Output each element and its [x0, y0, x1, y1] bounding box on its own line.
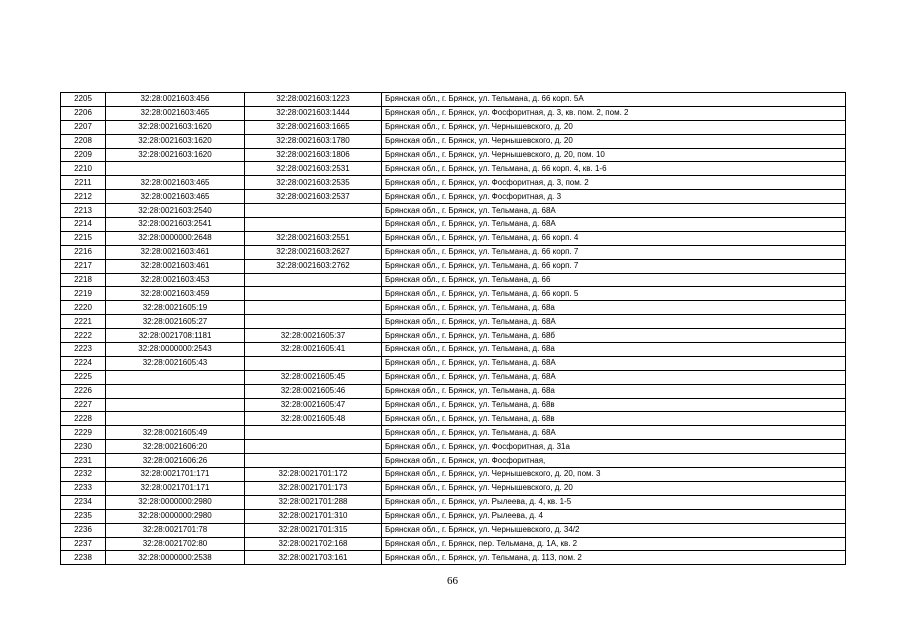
parcel-number-cell: 32:28:0021701:78 — [106, 523, 245, 537]
row-number-cell: 2211 — [61, 176, 106, 190]
object-number-cell: 32:28:0021605:41 — [245, 343, 382, 357]
row-number-cell: 2221 — [61, 315, 106, 329]
parcel-number-cell: 32:28:0021606:26 — [106, 454, 245, 468]
parcel-number-cell: 32:28:0021605:43 — [106, 356, 245, 370]
object-number-cell: 32:28:0021603:2535 — [245, 176, 382, 190]
table-row — [61, 259, 846, 273]
row-number-cell: 2212 — [61, 190, 106, 204]
object-number-cell: 32:28:0021603:2531 — [245, 162, 382, 176]
row-number-cell: 2233 — [61, 481, 106, 495]
address-cell: Брянская обл., г. Брянск, ул. Тельмана, д. 68б — [382, 329, 846, 343]
table-row — [61, 356, 846, 370]
parcel-number-cell — [106, 384, 245, 398]
parcel-number-cell: 32:28:0021603:459 — [106, 287, 245, 301]
row-number-cell: 2230 — [61, 440, 106, 454]
address-cell: Брянская обл., г. Брянск, ул. Тельмана, д. 66 корп. 5 — [382, 287, 846, 301]
row-number-cell: 2218 — [61, 273, 106, 287]
table-row — [61, 343, 846, 357]
object-number-cell: 32:28:0021605:37 — [245, 329, 382, 343]
row-number-cell: 2216 — [61, 245, 106, 259]
parcel-number-cell: 32:28:0021603:2540 — [106, 204, 245, 218]
address-cell: Брянская обл., г. Брянск, ул. Тельмана, д. 68а — [382, 384, 846, 398]
object-number-cell: 32:28:0021603:2762 — [245, 259, 382, 273]
table-row — [61, 440, 846, 454]
row-number-cell: 2210 — [61, 162, 106, 176]
row-number-cell: 2220 — [61, 301, 106, 315]
row-number-cell: 2208 — [61, 134, 106, 148]
table-row — [61, 231, 846, 245]
table-row — [61, 106, 846, 120]
object-number-cell — [245, 426, 382, 440]
table-row — [61, 273, 846, 287]
object-number-cell — [245, 440, 382, 454]
row-number-cell: 2226 — [61, 384, 106, 398]
address-cell: Брянская обл., г. Брянск, ул. Тельмана, д. 68а — [382, 343, 846, 357]
row-number-cell: 2229 — [61, 426, 106, 440]
table-row — [61, 301, 846, 315]
table-row — [61, 162, 846, 176]
parcel-number-cell: 32:28:0021605:19 — [106, 301, 245, 315]
table-row — [61, 523, 846, 537]
object-number-cell — [245, 218, 382, 232]
object-number-cell: 32:28:0021605:48 — [245, 412, 382, 426]
parcel-number-cell: 32:28:0021606:20 — [106, 440, 245, 454]
table-row — [61, 245, 846, 259]
parcel-number-cell: 32:28:0021603:461 — [106, 259, 245, 273]
row-number-cell: 2213 — [61, 204, 106, 218]
table-row — [61, 315, 846, 329]
object-number-cell — [245, 315, 382, 329]
address-cell: Брянская обл., г. Брянск, ул. Чернышевского, д. 20 — [382, 481, 846, 495]
table-row — [61, 551, 846, 565]
object-number-cell: 32:28:0021603:1780 — [245, 134, 382, 148]
parcel-number-cell: 32:28:0000000:2538 — [106, 551, 245, 565]
table-row — [61, 495, 846, 509]
object-number-cell: 32:28:0021701:173 — [245, 481, 382, 495]
row-number-cell: 2215 — [61, 231, 106, 245]
object-number-cell: 32:28:0021603:1223 — [245, 93, 382, 107]
table-row — [61, 190, 846, 204]
row-number-cell: 2205 — [61, 93, 106, 107]
parcel-number-cell — [106, 162, 245, 176]
address-cell: Брянская обл., г. Брянск, ул. Чернышевского, д. 20 — [382, 134, 846, 148]
address-cell: Брянская обл., г. Брянск, ул. Тельмана, д. 66 корп. 5А — [382, 93, 846, 107]
address-cell: Брянская обл., г. Брянск, ул. Тельмана, д. 113, пом. 2 — [382, 551, 846, 565]
row-number-cell: 2222 — [61, 329, 106, 343]
parcel-number-cell: 32:28:0021702:80 — [106, 537, 245, 551]
table-body — [61, 93, 846, 565]
object-number-cell: 32:28:0021701:288 — [245, 495, 382, 509]
parcel-number-cell: 32:28:0021603:456 — [106, 93, 245, 107]
parcel-number-cell: 32:28:0021605:27 — [106, 315, 245, 329]
parcel-number-cell: 32:28:0021603:465 — [106, 106, 245, 120]
table-row — [61, 134, 846, 148]
table-row — [61, 384, 846, 398]
address-cell: Брянская обл., г. Брянск, ул. Чернышевского, д. 20 — [382, 120, 846, 134]
parcel-number-cell: 32:28:0021701:171 — [106, 481, 245, 495]
table-row — [61, 287, 846, 301]
object-number-cell — [245, 204, 382, 218]
parcel-number-cell — [106, 412, 245, 426]
row-number-cell: 2231 — [61, 454, 106, 468]
table-row — [61, 204, 846, 218]
address-cell: Брянская обл., г. Брянск, ул. Рылеева, д. 4, кв. 1-5 — [382, 495, 846, 509]
table-row — [61, 329, 846, 343]
object-number-cell: 32:28:0021603:2627 — [245, 245, 382, 259]
table-row — [61, 481, 846, 495]
parcel-number-cell: 32:28:0000000:2980 — [106, 495, 245, 509]
row-number-cell: 2207 — [61, 120, 106, 134]
address-cell: Брянская обл., г. Брянск, ул. Фосфоритная, д. 31а — [382, 440, 846, 454]
object-number-cell: 32:28:0021703:161 — [245, 551, 382, 565]
object-number-cell: 32:28:0021605:46 — [245, 384, 382, 398]
address-cell: Брянская обл., г. Брянск, ул. Чернышевского, д. 34/2 — [382, 523, 846, 537]
table-row — [61, 370, 846, 384]
cadastral-table — [60, 92, 846, 565]
address-cell: Брянская обл., г. Брянск, ул. Тельмана, д. 68А — [382, 426, 846, 440]
address-cell: Брянская обл., г. Брянск, ул. Тельмана, д. 68А — [382, 356, 846, 370]
parcel-number-cell: 32:28:0021603:453 — [106, 273, 245, 287]
object-number-cell — [245, 356, 382, 370]
row-number-cell: 2237 — [61, 537, 106, 551]
address-cell: Брянская обл., г. Брянск, ул. Чернышевского, д. 20, пом. 3 — [382, 468, 846, 482]
object-number-cell: 32:28:0021605:45 — [245, 370, 382, 384]
row-number-cell: 2214 — [61, 218, 106, 232]
parcel-number-cell — [106, 370, 245, 384]
parcel-number-cell: 32:28:0021603:1620 — [106, 148, 245, 162]
parcel-number-cell: 32:28:0021603:461 — [106, 245, 245, 259]
object-number-cell — [245, 454, 382, 468]
object-number-cell: 32:28:0021701:310 — [245, 509, 382, 523]
object-number-cell: 32:28:0021603:1444 — [245, 106, 382, 120]
object-number-cell — [245, 301, 382, 315]
parcel-number-cell: 32:28:0021603:1620 — [106, 134, 245, 148]
row-number-cell: 2236 — [61, 523, 106, 537]
object-number-cell — [245, 273, 382, 287]
table-row — [61, 218, 846, 232]
address-cell: Брянская обл., г. Брянск, ул. Тельмана, д. 66 корп. 4 — [382, 231, 846, 245]
parcel-number-cell: 32:28:0021603:2541 — [106, 218, 245, 232]
table-row — [61, 120, 846, 134]
parcel-number-cell: 32:28:0000000:2648 — [106, 231, 245, 245]
address-cell: Брянская обл., г. Брянск, ул. Тельмана, д. 68А — [382, 218, 846, 232]
table-row — [61, 454, 846, 468]
object-number-cell: 32:28:0021603:2551 — [245, 231, 382, 245]
table-row — [61, 93, 846, 107]
address-cell: Брянская обл., г. Брянск, ул. Тельмана, д. 68А — [382, 204, 846, 218]
page-number: 66 — [447, 575, 458, 587]
object-number-cell — [245, 287, 382, 301]
row-number-cell: 2225 — [61, 370, 106, 384]
address-cell: Брянская обл., г. Брянск, ул. Тельмана, д. 68в — [382, 398, 846, 412]
parcel-number-cell: 32:28:0021603:1620 — [106, 120, 245, 134]
parcel-number-cell: 32:28:0021708:1181 — [106, 329, 245, 343]
object-number-cell: 32:28:0021603:1806 — [245, 148, 382, 162]
table-row — [61, 412, 846, 426]
address-cell: Брянская обл., г. Брянск, ул. Фосфоритная, д. 3, пом. 2 — [382, 176, 846, 190]
parcel-number-cell: 32:28:0000000:2980 — [106, 509, 245, 523]
row-number-cell: 2227 — [61, 398, 106, 412]
row-number-cell: 2209 — [61, 148, 106, 162]
address-cell: Брянская обл., г. Брянск, ул. Тельмана, д. 66 корп. 4, кв. 1-6 — [382, 162, 846, 176]
parcel-number-cell: 32:28:0021603:465 — [106, 176, 245, 190]
address-cell: Брянская обл., г. Брянск, ул. Рылеева, д. 4 — [382, 509, 846, 523]
address-cell: Брянская обл., г. Брянск, ул. Тельмана, д. 68в — [382, 412, 846, 426]
address-cell: Брянская обл., г. Брянск, ул. Фосфоритная, д. 3, кв. пом. 2, пом. 2 — [382, 106, 846, 120]
table-row — [61, 509, 846, 523]
parcel-number-cell: 32:28:0021605:49 — [106, 426, 245, 440]
row-number-cell: 2224 — [61, 356, 106, 370]
row-number-cell: 2228 — [61, 412, 106, 426]
table-row — [61, 176, 846, 190]
address-cell: Брянская обл., г. Брянск, ул. Фосфоритная, — [382, 454, 846, 468]
table-row — [61, 426, 846, 440]
row-number-cell: 2223 — [61, 343, 106, 357]
address-cell: Брянская обл., г. Брянск, ул. Тельмана, д. 66 корп. 7 — [382, 245, 846, 259]
object-number-cell: 32:28:0021603:2537 — [245, 190, 382, 204]
parcel-number-cell: 32:28:0000000:2543 — [106, 343, 245, 357]
object-number-cell: 32:28:0021702:168 — [245, 537, 382, 551]
parcel-number-cell — [106, 398, 245, 412]
object-number-cell: 32:28:0021701:315 — [245, 523, 382, 537]
address-cell: Брянская обл., г. Брянск, ул. Чернышевского, д. 20, пом. 10 — [382, 148, 846, 162]
row-number-cell: 2232 — [61, 468, 106, 482]
row-number-cell: 2206 — [61, 106, 106, 120]
parcel-number-cell: 32:28:0021603:465 — [106, 190, 245, 204]
table-row — [61, 468, 846, 482]
address-cell: Брянская обл., г. Брянск, ул. Тельмана, д. 66 корп. 7 — [382, 259, 846, 273]
table-row — [61, 148, 846, 162]
table-row — [61, 537, 846, 551]
row-number-cell: 2235 — [61, 509, 106, 523]
parcel-number-cell: 32:28:0021701:171 — [106, 468, 245, 482]
row-number-cell: 2234 — [61, 495, 106, 509]
object-number-cell: 32:28:0021605:47 — [245, 398, 382, 412]
address-cell: Брянская обл., г. Брянск, ул. Тельмана, д. 68а — [382, 301, 846, 315]
row-number-cell: 2217 — [61, 259, 106, 273]
object-number-cell: 32:28:0021603:1665 — [245, 120, 382, 134]
object-number-cell: 32:28:0021701:172 — [245, 468, 382, 482]
address-cell: Брянская обл., г. Брянск, пер. Тельмана, д. 1А, кв. 2 — [382, 537, 846, 551]
address-cell: Брянская обл., г. Брянск, ул. Тельмана, д. 68А — [382, 370, 846, 384]
row-number-cell: 2219 — [61, 287, 106, 301]
table-row — [61, 398, 846, 412]
row-number-cell: 2238 — [61, 551, 106, 565]
address-cell: Брянская обл., г. Брянск, ул. Фосфоритная, д. 3 — [382, 190, 846, 204]
address-cell: Брянская обл., г. Брянск, ул. Тельмана, д. 66 — [382, 273, 846, 287]
address-cell: Брянская обл., г. Брянск, ул. Тельмана, д. 68А — [382, 315, 846, 329]
